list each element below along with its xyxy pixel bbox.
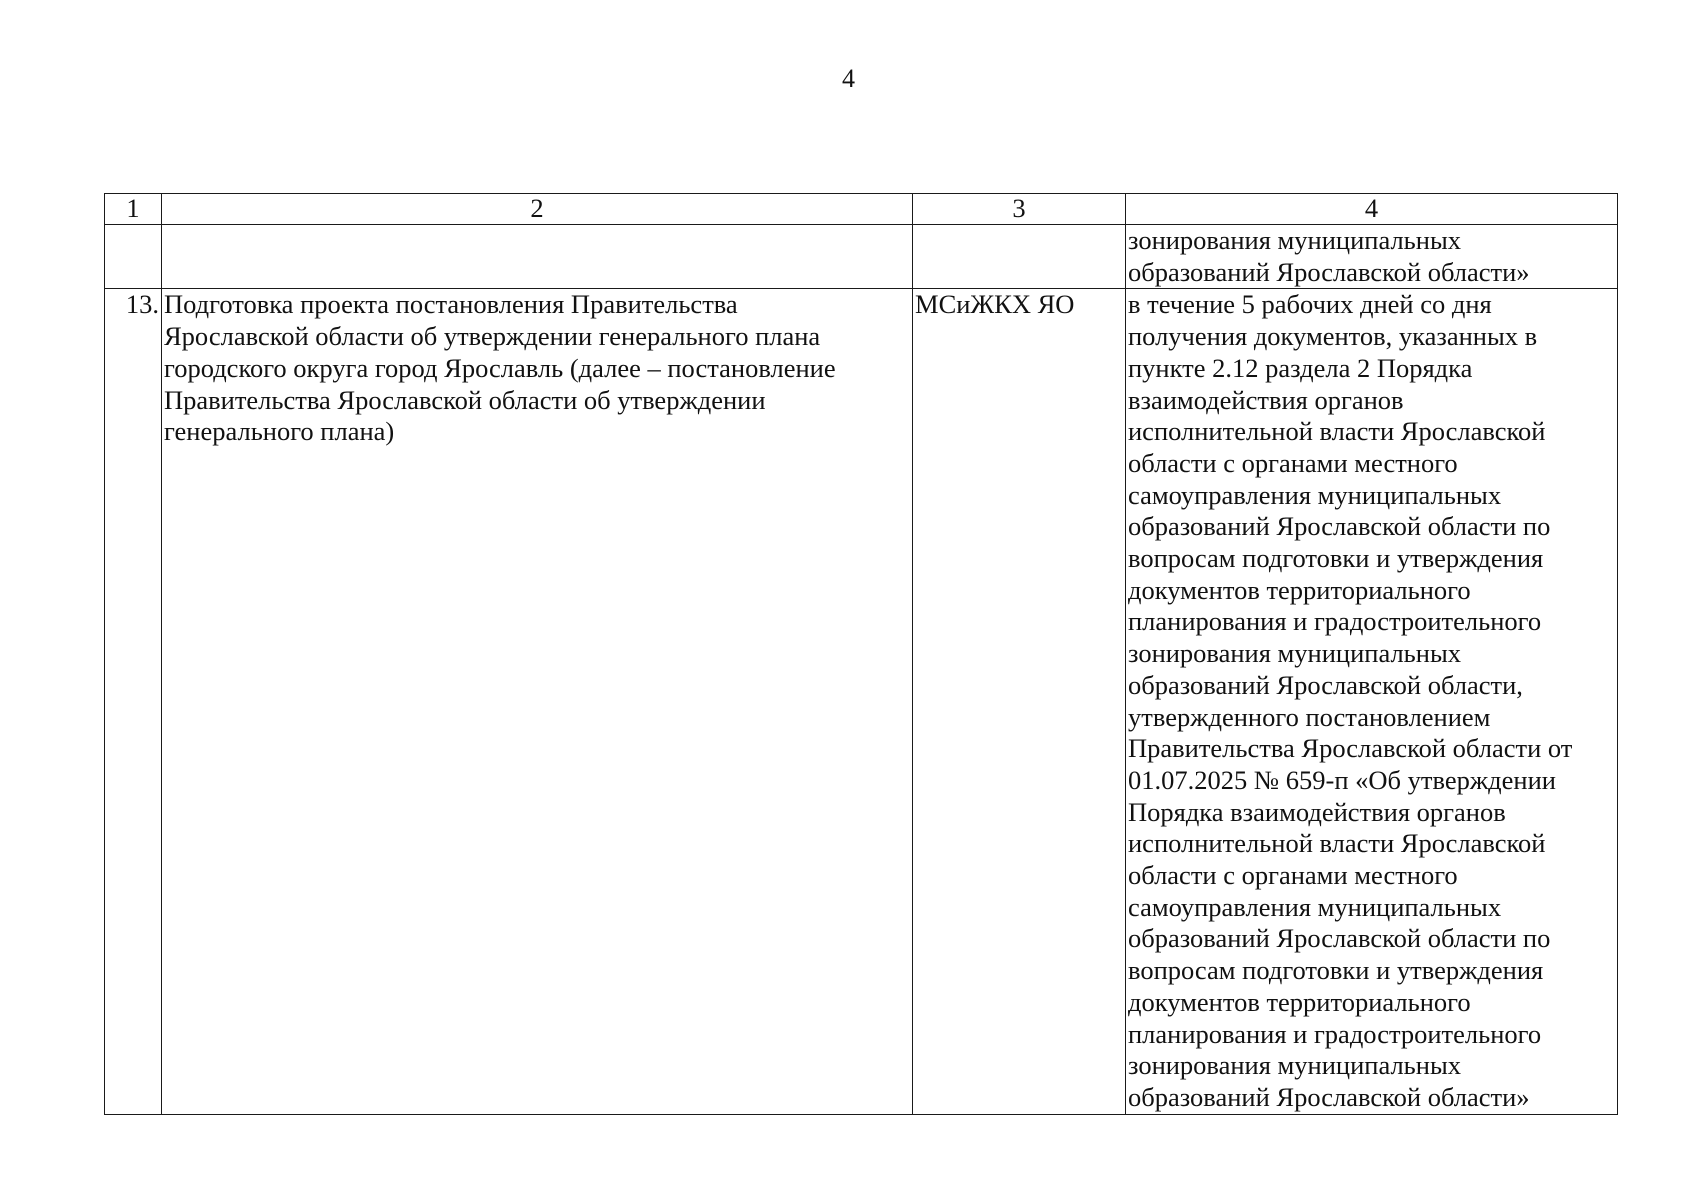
executor-text bbox=[913, 225, 1126, 289]
executor-text: МСиЖКХ ЯО bbox=[913, 289, 1126, 1114]
column-header-2: 2 bbox=[162, 194, 913, 225]
row-number bbox=[105, 225, 162, 289]
column-header-1: 1 bbox=[105, 194, 162, 225]
measure-text: Подготовка проекта постановления Правительства Ярославской области об утверждении генерального плана городского округа город Ярославль (далее – постановление Правительства Ярославской области об утверждении генерального плана) bbox=[162, 289, 913, 1114]
measure-text bbox=[162, 225, 913, 289]
deadline-text: зонирования муниципальных образований Ярославской области» bbox=[1126, 225, 1618, 289]
plan-table bbox=[104, 193, 1618, 1115]
page-number: 4 bbox=[842, 64, 855, 93]
deadline-text: в течение 5 рабочих дней со дня получения документов, указанных в пункте 2.12 раздела 2 Порядка взаимодействия органов исполнительной власти Ярославской области с органами местного самоуправления муниципальных образований Ярославской области по вопросам подготовки и утверждения документов территориального планирования и градостроительного зонирования муниципальных образований Ярославской области, утвержденного постановлением Правительства Ярославской области от 01.07.2025 № 659-п «Об утверждении Порядка взаимодействия органов исполнительной власти Ярославской области с органами местного самоуправления муниципальных образований Ярославской области по вопросам подготовки и утверждения документов территориального планирования и градостроительного зонирования муниципальных образований Ярославской области» bbox=[1126, 289, 1618, 1114]
column-header-4: 4 bbox=[1126, 194, 1618, 225]
header-row bbox=[105, 194, 1618, 225]
column-header-3: 3 bbox=[913, 194, 1126, 225]
table-row bbox=[105, 225, 1618, 289]
table-row bbox=[105, 289, 1618, 1114]
row-number: 13. bbox=[105, 289, 162, 1114]
